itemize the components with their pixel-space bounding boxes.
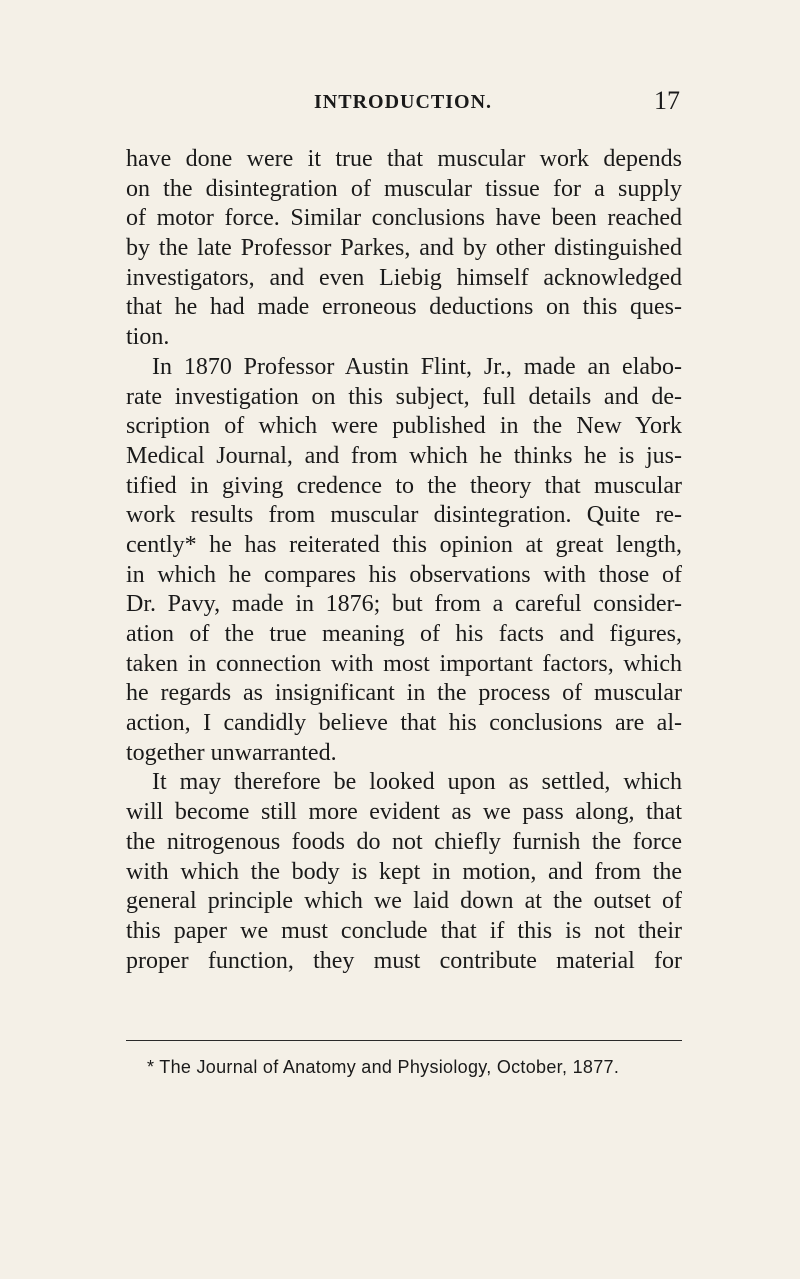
text-line: cently* he has reiterated this opinion at great length,: [126, 531, 682, 558]
text-line: of motor force. Similar conclusions have been reached: [126, 205, 682, 232]
text-line: general principle which we laid down at the outset of: [126, 888, 682, 915]
running-title: INTRODUCTION.: [314, 91, 493, 113]
page-number: 17: [654, 86, 680, 115]
text-line: have done were it true that muscular work depends: [126, 146, 682, 172]
text-line: ation of the true meaning of his facts and figures,: [126, 621, 682, 647]
paragraph-start-line: In 1870 Professor Austin Flint, Jr., made an elabo-: [152, 353, 682, 380]
text-line: tion.: [126, 324, 170, 351]
text-line: this paper we must conclude that if this is not their: [126, 917, 682, 944]
text-line: together unwarranted.: [126, 739, 337, 766]
text-line: by the late Professor Parkes, and by other distinguished: [126, 235, 682, 262]
text-line: taken in connection with most important factors, which: [126, 650, 682, 677]
text-line: action, I candidly believe that his conclusions are al-: [126, 710, 682, 737]
text-line: tified in giving credence to the theory that muscular: [126, 472, 682, 499]
text-line: scription of which were published in the New York: [126, 413, 682, 440]
text-line: rate investigation on this subject, full details and de-: [126, 383, 682, 410]
text-line: with which the body is kept in motion, and from the: [126, 858, 682, 885]
text-line: that he had made erroneous deductions on this ques-: [126, 294, 682, 321]
text-line: he regards as insignificant in the process of muscular: [126, 680, 682, 707]
body-text: [126, 145, 682, 976]
text-line: in which he compares his observations with those of: [126, 561, 682, 588]
paragraph-start-line: It may therefore be looked upon as settled, which: [152, 769, 682, 796]
footnote: * The Journal of Anatomy and Physiology, October, 1877.: [147, 1057, 620, 1077]
page-header: [268, 87, 684, 117]
footnote-divider: [126, 1040, 682, 1041]
text-line: investigators, and even Liebig himself acknowledged: [126, 264, 682, 291]
text-line: work results from muscular disintegration. Quite re-: [126, 502, 682, 529]
text-line: the nitrogenous foods do not chiefly furnish the force: [126, 828, 682, 855]
text-line: Dr. Pavy, made in 1876; but from a careful consider-: [126, 591, 682, 618]
text-line: proper function, they must contribute material for: [126, 947, 682, 974]
text-line: Medical Journal, and from which he thinks he is jus-: [126, 442, 682, 469]
text-line: will become still more evident as we pass along, that: [126, 799, 682, 826]
text-line: on the disintegration of muscular tissue for a supply: [126, 175, 682, 202]
